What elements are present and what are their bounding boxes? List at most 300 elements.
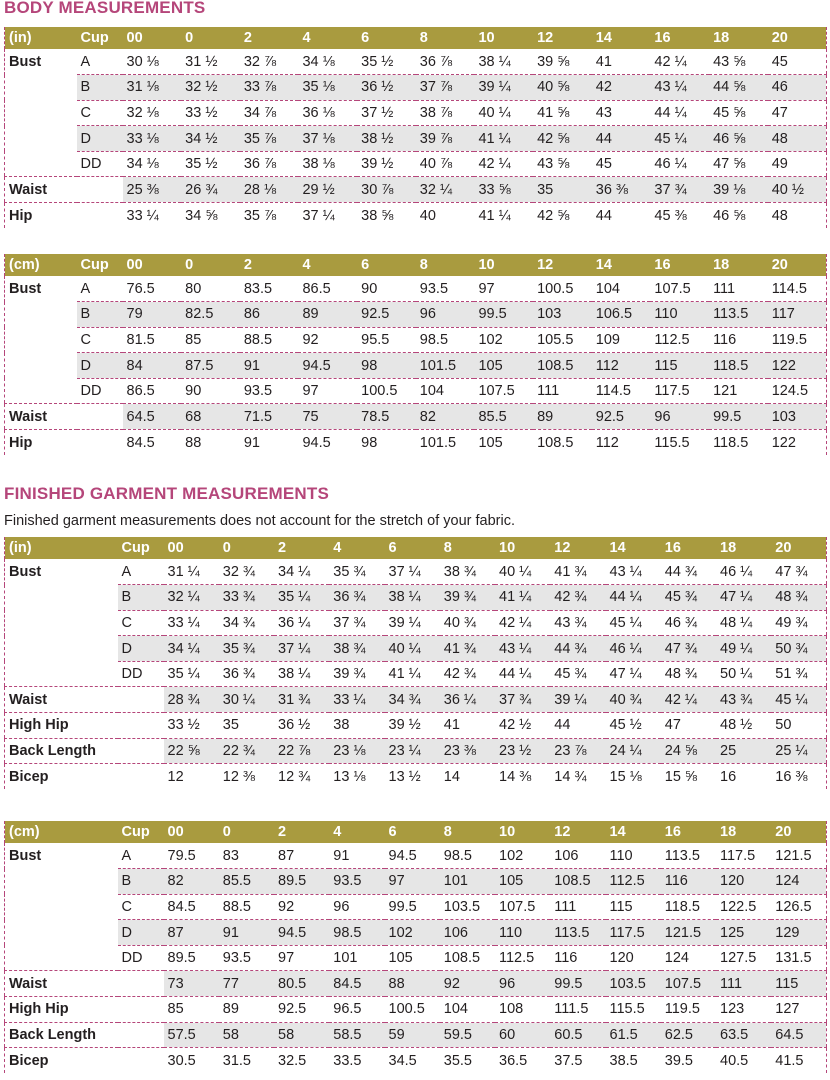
table-row [5,49,827,75]
value-cell: 103.5 [606,971,661,997]
row-label: Waist [5,687,118,713]
size-header-6: 6 [385,821,440,843]
value-cell: 62.5 [661,1022,716,1048]
value-cell: 39.5 [664,1052,693,1069]
size-header-20: 20 [768,254,827,276]
value-cell: 80 [181,276,240,302]
value-cell: 15 ⅝ [664,768,697,785]
value-cell: 42 ¾ [440,661,495,687]
table-row [5,100,827,126]
value-cell: 107.5 [474,378,533,404]
value-cell: 35 [533,177,592,203]
body-measurements-table-cm [4,254,827,455]
value-cell: 108.5 [537,434,574,451]
value-cell: 23 ⅞ [550,738,605,764]
value-cell: 104 [416,378,475,404]
value-cell: 60 [495,1022,550,1048]
value-cell: 82 [164,869,219,895]
value-cell: 41 ¼ [478,207,511,224]
value-cell: 76.5 [123,276,182,302]
value-cell: 63.5 [716,1022,771,1048]
value-cell: 111 [709,276,768,302]
size-header-16: 16 [650,254,709,276]
value-cell: 36.5 [499,1052,528,1069]
value-cell: 98.5 [329,920,384,946]
size-header-10: 10 [474,27,533,49]
value-cell: 38 ¾ [440,559,495,585]
value-cell: 32 ½ [181,75,240,101]
value-cell: 35 ¾ [219,636,274,662]
value-cell: 39 ¼ [385,610,440,636]
table-row [5,585,827,611]
value-cell: 106 [550,843,605,869]
value-cell: 85.5 [474,404,533,430]
row-label [5,610,118,636]
value-cell: 45 ⅝ [709,100,768,126]
value-cell: 125 [716,920,771,946]
value-cell: 107.5 [661,971,716,997]
row-label [5,327,77,353]
value-cell: 34 ⅛ [123,151,182,177]
size-header-12: 12 [533,254,592,276]
table-header-row [5,27,827,49]
row-label: Back Length [5,1022,118,1048]
row-label: Bust [9,563,42,580]
value-cell: 113.5 [709,302,768,328]
value-cell: 86 [240,302,299,328]
size-header-2: 2 [274,821,329,843]
row-label: Back Length [5,738,118,764]
value-cell: 50 [771,713,826,739]
row-label [5,661,118,687]
cup-cell: A [118,559,164,585]
value-cell: 112 [595,434,619,451]
size-header-18: 18 [716,821,771,843]
value-cell: 32.5 [278,1052,307,1069]
value-cell: 38 ⅛ [298,151,357,177]
cup-cell: B [77,302,123,328]
size-header-2: 2 [240,27,299,49]
value-cell: 38 [329,713,384,739]
value-cell: 108.5 [550,869,605,895]
size-header-16: 16 [661,537,716,559]
table-row [5,738,827,764]
value-cell: 97 [274,945,329,971]
value-cell: 35 ⅛ [298,75,357,101]
value-cell: 116 [550,945,605,971]
cup-cell [118,997,164,1023]
value-cell: 31 ⅛ [123,75,182,101]
value-cell: 37 ¼ [385,559,440,585]
value-cell: 110 [606,843,661,869]
value-cell: 115 [606,894,661,920]
value-cell: 89.5 [274,869,329,895]
value-cell: 99.5 [709,404,768,430]
value-cell: 33.5 [333,1052,362,1069]
value-cell: 31.5 [222,1052,251,1069]
value-cell: 79.5 [164,843,219,869]
value-cell: 44 [592,126,651,152]
value-cell: 38 ⅝ [361,207,394,224]
value-cell: 121.5 [661,920,716,946]
size-header-8: 8 [416,27,475,49]
size-header-0: 0 [219,537,274,559]
value-cell: 43 ⅝ [709,49,768,75]
value-cell: 107.5 [495,894,550,920]
value-cell: 40 ¾ [440,610,495,636]
cup-cell: B [118,869,164,895]
value-cell: 101 [329,945,384,971]
row-label [5,75,77,101]
value-cell: 25 [716,738,771,764]
size-header-10: 10 [495,537,550,559]
value-cell: 71.5 [240,404,299,430]
value-cell: 31 ¾ [274,687,329,713]
value-cell: 68 [181,404,240,430]
row-label [5,920,118,946]
value-cell: 122 [768,353,827,379]
value-cell: 79 [123,302,182,328]
value-cell: 48 [768,126,827,152]
value-cell: 127.5 [716,945,771,971]
value-cell: 22 ⅞ [274,738,329,764]
value-cell: 33 ¼ [126,207,159,224]
value-cell: 42 [592,75,651,101]
table-body [5,49,827,228]
value-cell: 24 ¼ [606,738,661,764]
row-label [5,100,77,126]
value-cell: 37 ¼ [274,636,329,662]
value-cell: 45 ¾ [550,661,605,687]
value-cell: 36 ¼ [440,687,495,713]
size-header-16: 16 [650,27,709,49]
size-header-4: 4 [298,254,357,276]
value-cell: 82.5 [181,302,240,328]
value-cell: 42 ⅝ [533,126,592,152]
value-cell: 83.5 [240,276,299,302]
size-header-18: 18 [716,537,771,559]
value-cell: 12 [167,768,184,785]
value-cell: 124 [661,945,716,971]
value-cell: 105 [474,353,533,379]
size-header-6: 6 [357,254,416,276]
value-cell: 40.5 [720,1052,749,1069]
table-row [5,430,827,456]
value-cell: 117.5 [650,378,709,404]
value-cell: 99.5 [550,971,605,997]
cup-cell: C [77,327,123,353]
value-cell: 36 ¼ [274,610,329,636]
value-cell: 44 ¼ [650,100,709,126]
row-label: Bust [9,280,42,297]
table-row [5,869,827,895]
value-cell: 108 [495,997,550,1023]
value-cell: 39 ⅞ [416,126,475,152]
value-cell: 31 ¼ [164,559,219,585]
value-cell: 41 ¾ [550,559,605,585]
value-cell: 110 [650,302,709,328]
value-cell: 46 ¼ [716,559,771,585]
value-cell: 106 [440,920,495,946]
value-cell: 104 [592,276,651,302]
cup-cell: D [77,353,123,379]
value-cell: 92 [440,971,495,997]
value-cell: 42 ¼ [661,687,716,713]
row-label: Hip [9,207,33,224]
cup-cell: D [118,636,164,662]
value-cell: 108.5 [533,353,592,379]
value-cell: 59.5 [440,1022,495,1048]
value-cell: 111.5 [550,997,605,1023]
value-cell: 32 ¼ [164,585,219,611]
value-cell: 85.5 [219,869,274,895]
value-cell: 44 [595,207,612,224]
value-cell: 24 ⅝ [661,738,716,764]
size-header-12: 12 [550,537,605,559]
cup-header: Cup [77,254,123,276]
row-label [5,894,118,920]
value-cell: 43 ¾ [716,687,771,713]
cup-cell: C [77,100,123,126]
table-row [5,945,827,971]
value-cell: 46 [768,75,827,101]
value-cell: 89 [298,302,357,328]
value-cell: 57.5 [164,1022,219,1048]
value-cell: 101 [440,869,495,895]
value-cell: 46 ⅝ [709,126,768,152]
value-cell: 102 [474,327,533,353]
value-cell: 36 ⅜ [592,177,651,203]
value-cell: 92.5 [592,404,651,430]
value-cell: 113.5 [550,920,605,946]
value-cell: 117.5 [606,920,661,946]
value-cell: 39 ⅛ [709,177,768,203]
value-cell: 34.5 [388,1052,417,1069]
size-header-10: 10 [495,821,550,843]
value-cell: 112.5 [495,945,550,971]
cup-cell [118,1022,164,1048]
value-cell: 92.5 [357,302,416,328]
value-cell: 59 [385,1022,440,1048]
value-cell: 60.5 [550,1022,605,1048]
value-cell: 100.5 [357,378,416,404]
value-cell: 39 ½ [357,151,416,177]
row-label: Bicep [9,768,49,785]
value-cell: 33 ¼ [164,610,219,636]
value-cell: 103 [533,302,592,328]
value-cell: 37 ⅛ [298,126,357,152]
table-row [5,378,827,404]
value-cell: 43 ¾ [550,610,605,636]
value-cell: 112.5 [650,327,709,353]
row-label: Hip [9,434,33,451]
table-row [5,636,827,662]
value-cell: 91 [329,843,384,869]
table-row [5,75,827,101]
value-cell: 83 [219,843,274,869]
value-cell: 37 ¾ [650,177,709,203]
value-cell: 101.5 [416,353,475,379]
size-header-14: 14 [592,254,651,276]
value-cell: 102 [495,843,550,869]
value-cell: 58.5 [329,1022,384,1048]
value-cell: 98 [361,434,378,451]
value-cell: 85 [181,327,240,353]
value-cell: 30.5 [167,1052,196,1069]
value-cell: 58 [274,1022,329,1048]
value-cell: 48 [771,207,788,224]
row-label [5,353,77,379]
value-cell: 97 [474,276,533,302]
value-cell: 108.5 [440,945,495,971]
cup-cell [77,203,123,229]
value-cell: 45 ¼ [771,687,826,713]
value-cell: 110 [495,920,550,946]
value-cell: 64.5 [771,1022,826,1048]
value-cell: 106.5 [592,302,651,328]
size-header-20: 20 [771,537,826,559]
value-cell: 111 [550,894,605,920]
row-label [5,151,77,177]
value-cell: 103 [768,404,827,430]
value-cell: 35 ⅞ [240,126,299,152]
table-header-row [5,254,827,276]
value-cell: 100.5 [385,997,440,1023]
table-body [5,276,827,455]
size-header-00: 00 [123,254,182,276]
cup-cell [118,738,164,764]
value-cell: 103.5 [440,894,495,920]
row-label [5,585,118,611]
value-cell: 42 ½ [495,713,550,739]
value-cell: 105 [385,945,440,971]
value-cell: 87 [274,843,329,869]
value-cell: 26 ¾ [181,177,240,203]
value-cell: 122 [771,434,796,451]
value-cell: 13 ½ [388,768,421,785]
value-cell: 88 [385,971,440,997]
value-cell: 38 ¼ [385,585,440,611]
value-cell: 47 [768,100,827,126]
value-cell: 13 ⅛ [333,768,366,785]
value-cell: 39 ¾ [440,585,495,611]
value-cell: 40 ¼ [385,636,440,662]
value-cell: 34 ¾ [385,687,440,713]
value-cell: 88.5 [240,327,299,353]
cup-cell [118,1048,164,1074]
value-cell: 102 [385,920,440,946]
value-cell: 115 [650,353,709,379]
table-row [5,126,827,152]
table-row [5,687,827,713]
value-cell: 117.5 [716,843,771,869]
value-cell: 115.5 [654,434,690,451]
value-cell: 96.5 [329,997,384,1023]
value-cell: 39 ⅝ [533,49,592,75]
table-row [5,203,827,229]
row-label [5,126,77,152]
row-label [5,302,77,328]
value-cell: 98 [357,353,416,379]
cup-header: Cup [118,537,164,559]
value-cell: 95.5 [357,327,416,353]
cup-cell: DD [118,661,164,687]
value-cell: 84.5 [164,894,219,920]
value-cell: 89 [533,404,592,430]
row-label [5,945,118,971]
value-cell: 34 ⅛ [298,49,357,75]
value-cell: 118.5 [713,434,749,451]
cup-cell: A [77,49,123,75]
table-row [5,764,827,790]
value-cell: 36 ½ [274,713,329,739]
value-cell: 93.5 [329,869,384,895]
value-cell: 49 ¼ [716,636,771,662]
value-cell: 34 ¼ [164,636,219,662]
value-cell: 117 [768,302,827,328]
table-body [5,843,827,1073]
value-cell: 41 ¼ [474,126,533,152]
value-cell: 48 ¼ [716,610,771,636]
value-cell: 29 ½ [298,177,357,203]
value-cell: 43 ¼ [606,559,661,585]
table-row [5,559,827,585]
value-cell: 77 [219,971,274,997]
table-row [5,353,827,379]
value-cell: 28 ⅛ [240,177,299,203]
size-header-6: 6 [357,27,416,49]
value-cell: 124.5 [768,378,827,404]
value-cell: 112 [592,353,651,379]
value-cell: 91 [240,353,299,379]
size-header-12: 12 [533,27,592,49]
size-header-20: 20 [768,27,827,49]
value-cell: 40 ¾ [606,687,661,713]
value-cell: 120 [716,869,771,895]
value-cell: 41 ⅝ [533,100,592,126]
value-cell: 89.5 [164,945,219,971]
value-cell: 113.5 [661,843,716,869]
value-cell: 40 ½ [768,177,827,203]
cup-header: Cup [118,821,164,843]
value-cell: 37 ½ [357,100,416,126]
value-cell: 43 ¼ [495,636,550,662]
value-cell: 33 ⅛ [123,126,182,152]
value-cell: 14 [443,768,460,785]
value-cell: 105 [495,869,550,895]
size-header-2: 2 [274,537,329,559]
value-cell: 48 ¾ [771,585,826,611]
value-cell: 46 ¼ [650,151,709,177]
unit-header: (in) [5,537,118,559]
unit-header: (in) [5,27,77,49]
value-cell: 32 ¾ [219,559,274,585]
value-cell: 115.5 [606,997,661,1023]
value-cell: 93.5 [416,276,475,302]
value-cell: 96 [650,404,709,430]
value-cell: 15 ⅛ [609,768,642,785]
value-cell: 124 [771,869,826,895]
value-cell: 85 [164,997,219,1023]
value-cell: 37 ⅞ [416,75,475,101]
value-cell: 46 ¾ [661,610,716,636]
value-cell: 33 ⅝ [474,177,533,203]
value-cell: 41.5 [775,1052,804,1069]
value-cell: 44 ¾ [661,559,716,585]
value-cell: 35 ¼ [274,585,329,611]
value-cell: 75 [298,404,357,430]
value-cell: 47 ¼ [716,585,771,611]
